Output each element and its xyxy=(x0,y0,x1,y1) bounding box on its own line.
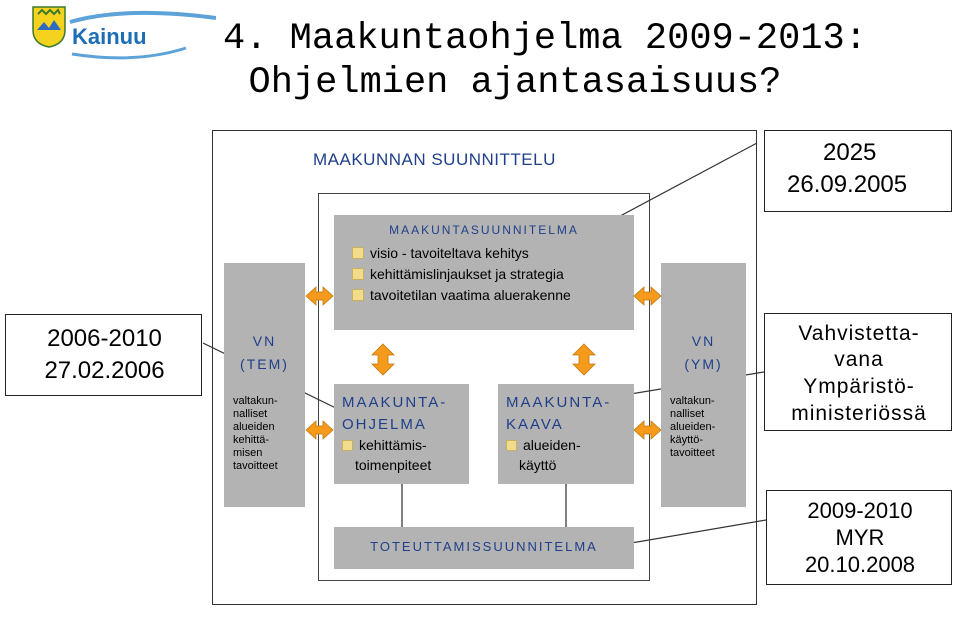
plan-status-line2: 26.09.2005 xyxy=(787,171,908,198)
zoning-title-line1: MAAKUNTA- xyxy=(506,394,612,411)
vn-ym-text-line: tavoitteet xyxy=(670,447,715,459)
double-arrow-horizontal-icon xyxy=(634,287,661,305)
zoning-title-line2: KAAVA xyxy=(506,416,564,433)
page-title-line2: Ohjelmien ajantasaisuus? xyxy=(248,62,782,104)
implementation-status-line3: 20.10.2008 xyxy=(804,552,916,577)
programme-sub-line1: kehittämis- xyxy=(359,437,427,453)
vn-tem-text-line: misen xyxy=(233,447,263,459)
plan-status-callout xyxy=(764,130,952,212)
plan-bullet-text: tavoitetilan vaatima aluerakenne xyxy=(370,287,571,303)
zoning-status-line4: ministeriössä xyxy=(791,402,927,425)
double-arrow-horizontal-icon xyxy=(306,287,333,305)
vn-ym-text-line: käyttö- xyxy=(670,434,704,446)
vn-tem-text-line: tavoitteet xyxy=(233,460,278,472)
implementation-status-line1: 2009-2010 xyxy=(807,498,913,523)
zoning-sub-line1: alueiden- xyxy=(523,437,581,453)
plan-bullet-text: kehittämislinjaukset ja strategia xyxy=(370,266,564,282)
zoning-sub-line2: käyttö xyxy=(519,457,557,473)
programme-title-line2: OHJELMA xyxy=(342,416,427,433)
double-arrow-horizontal-icon xyxy=(306,421,333,439)
vn-tem-subtitle: (TEM) xyxy=(240,356,289,372)
vn-ym-text-line: alueiden- xyxy=(670,421,716,433)
programme-status-line1: 2006-2010 xyxy=(47,325,162,352)
implementation-status-line2: MYR xyxy=(835,525,885,550)
plan-status-line1: 2025 xyxy=(823,139,877,166)
page-title-line1: 4. Maakuntaohjelma 2009-2013: xyxy=(223,18,867,60)
plan-bullet-text: visio - tavoiteltava kehitys xyxy=(370,245,529,261)
zoning-status-line2: vana xyxy=(834,348,884,371)
implementation-plan-label: TOTEUTTAMISSUUNNITELMA xyxy=(370,539,598,554)
vn-tem-text-line: nalliset xyxy=(233,408,268,420)
vn-tem-title: VN xyxy=(252,333,277,349)
vn-ym-title: VN xyxy=(691,333,716,349)
zoning-status-line1: Vahvistetta- xyxy=(798,322,920,345)
implementation-status-callout xyxy=(766,490,952,585)
zoning-status-callout xyxy=(764,313,952,431)
programme-status-line2: 27.02.2006 xyxy=(44,357,165,384)
programme-title-line1: MAAKUNTA- xyxy=(342,394,448,411)
vn-ym-subtitle: (YM) xyxy=(684,356,723,372)
logo-text: Kainuu xyxy=(72,24,147,49)
vn-ym-text-line: nalliset xyxy=(670,408,705,420)
double-arrow-horizontal-icon xyxy=(634,421,661,439)
vn-tem-text-line: kehittä- xyxy=(233,434,270,446)
double-arrow-vertical-icon xyxy=(372,344,394,375)
programme-sub-line2: toimenpiteet xyxy=(355,457,432,473)
regional-plan-heading: MAAKUNTASUUNNITELMA xyxy=(389,223,579,237)
zoning-status-line3: Ympäristö- xyxy=(803,375,915,398)
regional-planning-label: MAAKUNNAN SUUNNITTELU xyxy=(313,150,556,169)
double-arrow-vertical-icon xyxy=(573,344,595,375)
vn-tem-text-line: valtakun- xyxy=(233,395,278,407)
vn-ym-text-line: valtakun- xyxy=(670,395,715,407)
programme-status-callout xyxy=(5,314,202,396)
vn-tem-text-line: alueiden xyxy=(233,421,275,433)
